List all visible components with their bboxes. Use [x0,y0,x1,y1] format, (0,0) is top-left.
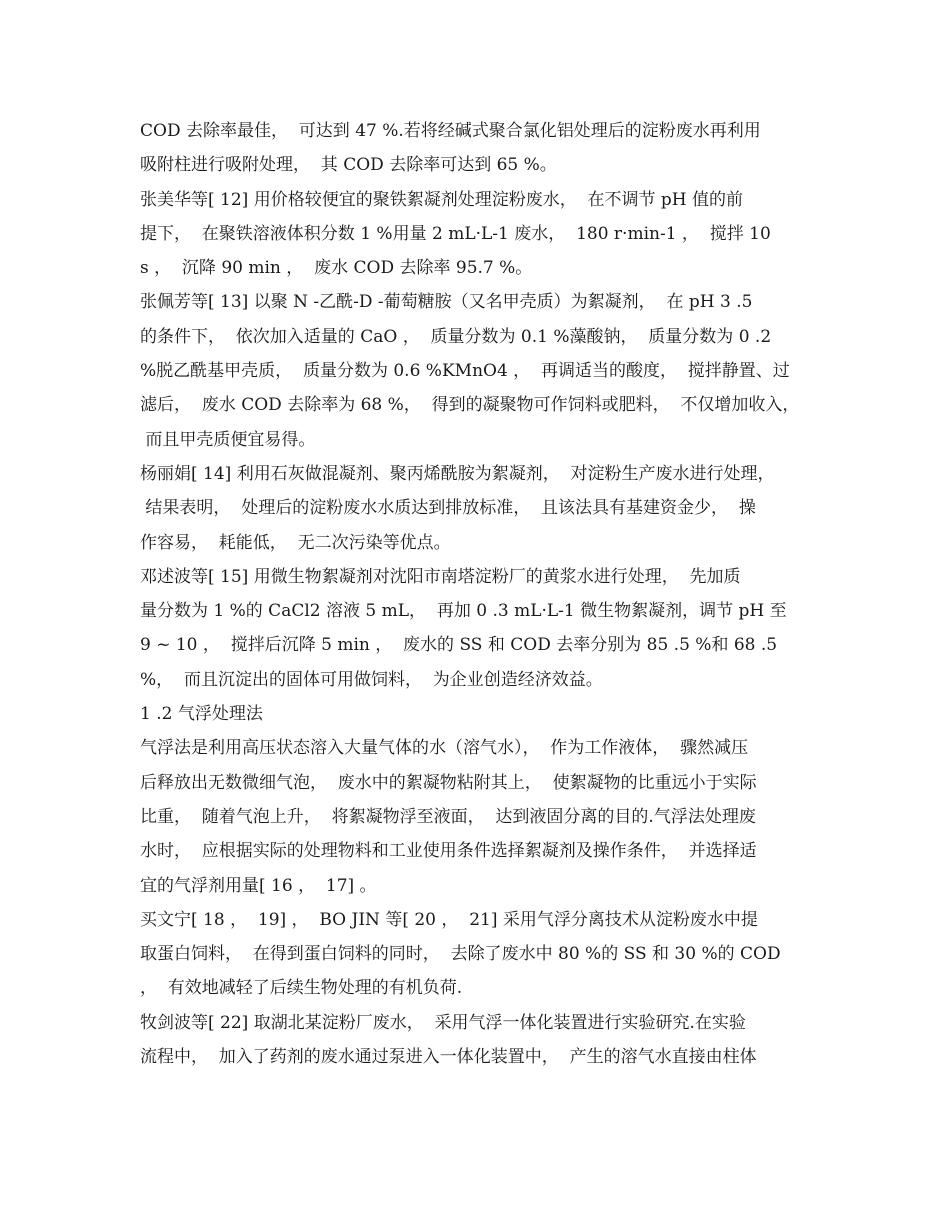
text-line: 滤后， 废水 COD 去除率为 68 %， 得到的凝聚物可作饲料或肥料， 不仅增加收入， [140,395,800,416]
text-line: 结果表明， 处理后的淀粉废水水质达到排放标准， 且该法具有基建资金少， 操 [140,498,756,519]
text-line: 宜的气浮剂用量[ 16 ， 17] 。 [140,875,377,896]
text-line: 气浮法是利用高压状态溶入大量气体的水（溶气水）， 作为工作液体， 骤然减压 [140,738,749,759]
text-line: 杨丽娟[ 14] 利用石灰做混凝剂、聚丙烯酰胺为絮凝剂， 对淀粉生产废水进行处理， [140,463,775,484]
text-line: %脱乙酰基甲壳质， 质量分数为 0.6 %KMnO4 ， 再调适当的酸度， 搅拌静置、过 [140,361,790,382]
text-line: ， 有效地减轻了后续生物处理的有机负荷. [140,978,463,999]
text-line: s ， 沉降 90 min ， 废水 COD 去除率 95.7 %。 [140,258,533,279]
text-line: 后释放出无数微细气泡， 废水中的絮凝物粘附其上， 使絮凝物的比重远小于实际 [140,772,757,793]
text-line: COD 去除率最佳， 可达到 47 %.若将经碱式聚合氯化铝处理后的淀粉废水再利用 [140,121,761,141]
text-line: 作容易， 耗能低， 无二次污染等优点。 [140,532,451,553]
text-line: 牧剑波等[ 22] 取湖北某淀粉厂废水， 采用气浮一体化装置进行实验研究.在实验 [140,1012,746,1033]
text-line: 量分数为 1 %的 CaCl2 溶液 5 mL， 再加 0 .3 mL·L-1 微生物絮凝剂，调节 pH 至 [140,601,787,622]
document-body [140,114,830,1074]
text-line: 张佩芳等[ 13] 以聚 N -乙酰-D -葡萄糖胺（又名甲壳质）为絮凝剂， 在 pH 3 .5 [140,292,753,313]
text-line: 张美华等[ 12] 用价格较便宜的聚铁絮凝剂处理淀粉废水， 在不调节 pH 值的前 [140,189,744,210]
section-heading: 1 .2 气浮处理法 [140,704,263,725]
text-line: 流程中， 加入了药剂的废水通过泵进入一体化装置中， 产生的溶气水直接由柱体 [140,1047,757,1068]
text-line: 水时， 应根据实际的处理物料和工业使用条件选择絮凝剂及操作条件， 并选择适 [140,841,757,862]
text-line: %， 而且沉淀出的固体可用做饲料， 为企业创造经济效益。 [140,669,603,690]
text-line: 提下， 在聚铁溶液体积分数 1 %用量 2 mL·L-1 废水， 180 r·min-1 ， 搅拌 10 [140,223,771,244]
text-line: 邓述波等[ 15] 用微生物絮凝剂对沈阳市南塔淀粉厂的黄浆水进行处理， 先加质 [140,566,741,587]
text-line: 买文宁[ 18 ， 19] ， BO JIN 等[ 20 ， 21] 采用气浮分离技术从淀粉废水中提 [140,909,758,930]
text-line: 的条件下， 依次加入适量的 CaO ， 质量分数为 0.1 %藻酸钠， 质量分数为 0 .2 [140,326,772,347]
text-line: 9 ~ 10 ， 搅拌后沉降 5 min ， 废水的 SS 和 COD 去率分别为 85 .5 %和 68 .5 [140,635,778,656]
text-line: 吸附柱进行吸附处理， 其 COD 去除率可达到 65 %。 [140,155,557,176]
text-line: 取蛋白饲料， 在得到蛋白饲料的同时， 去除了废水中 80 %的 SS 和 30 %的 COD [140,944,781,965]
text-line: 而且甲壳质便宜易得。 [140,429,316,450]
text-line: 比重， 随着气泡上升， 将絮凝物浮至液面， 达到液固分离的目的.气浮法处理废 [140,806,756,827]
